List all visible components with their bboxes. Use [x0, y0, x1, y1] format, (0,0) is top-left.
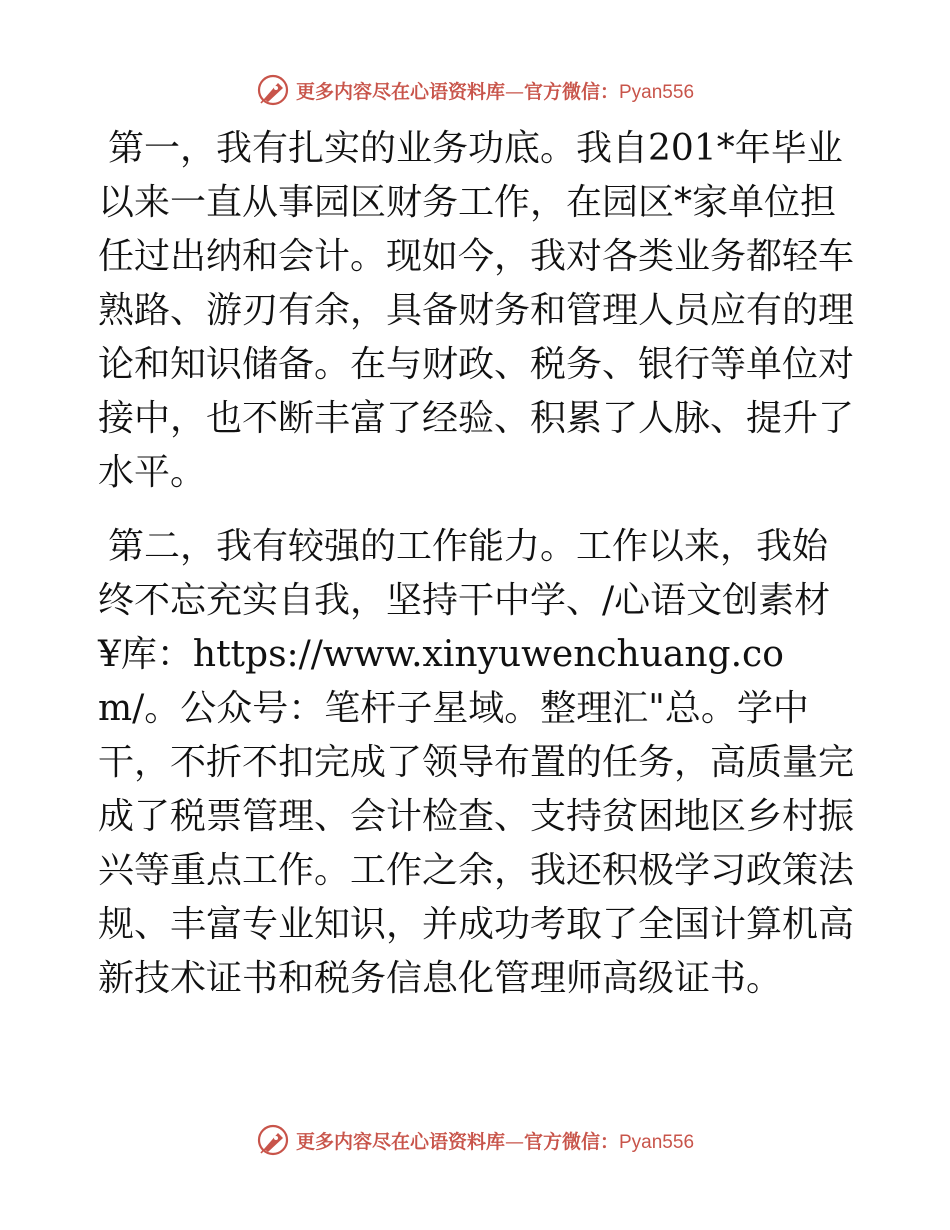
footer-banner-account: Pyan556	[619, 1131, 695, 1153]
footer-banner-wechat-label: 官方微信：	[523, 1130, 619, 1153]
footer-banner-text: 更多内容尽在心语资料库	[295, 1130, 505, 1153]
header-banner-dash: —	[504, 80, 524, 103]
footer-banner-dash: —	[504, 1130, 524, 1153]
header-banner-label	[296, 77, 694, 104]
footer-banner	[0, 1120, 950, 1160]
document-body	[98, 122, 858, 1006]
pen-nib-logo-icon	[256, 1123, 290, 1157]
footer-banner-label	[296, 1127, 694, 1154]
header-banner-wechat-label: 官方微信：	[523, 80, 619, 103]
header-banner-account: Pyan556	[619, 81, 695, 103]
paragraph-second: 第二，我有较强的工作能力。工作以来，我始终不忘充实自我，坚持干中学、/心语文创素材¥库：https://www.xinyuwenchuang.com/。公众号：笔杆子星域。整理汇"总。学中干，不折不扣完成了领导布置的任务，高质量完成了税票管理、会计检查、支持贫困地区乡村振兴等重点工作。工作之余，我还积极学习政策法规、丰富专业知识，并成功考取了全国计算机高新技术证书和税务信息化管理师高级证书。	[98, 526, 855, 999]
pen-nib-logo-icon	[256, 73, 290, 107]
paragraph-first: 第一，我有扎实的业务功底。我自201*年毕业以来一直从事园区财务工作，在园区*家单位担任过出纳和会计。现如今，我对各类业务都轻车熟路、游刃有余，具备财务和管理人员应有的理论和知识储备。在与财政、税务、银行等单位对接中，也不断丰富了经验、积累了人脉、提升了水平。	[98, 128, 855, 493]
header-banner-text: 更多内容尽在心语资料库	[295, 80, 505, 103]
header-banner	[0, 70, 950, 110]
